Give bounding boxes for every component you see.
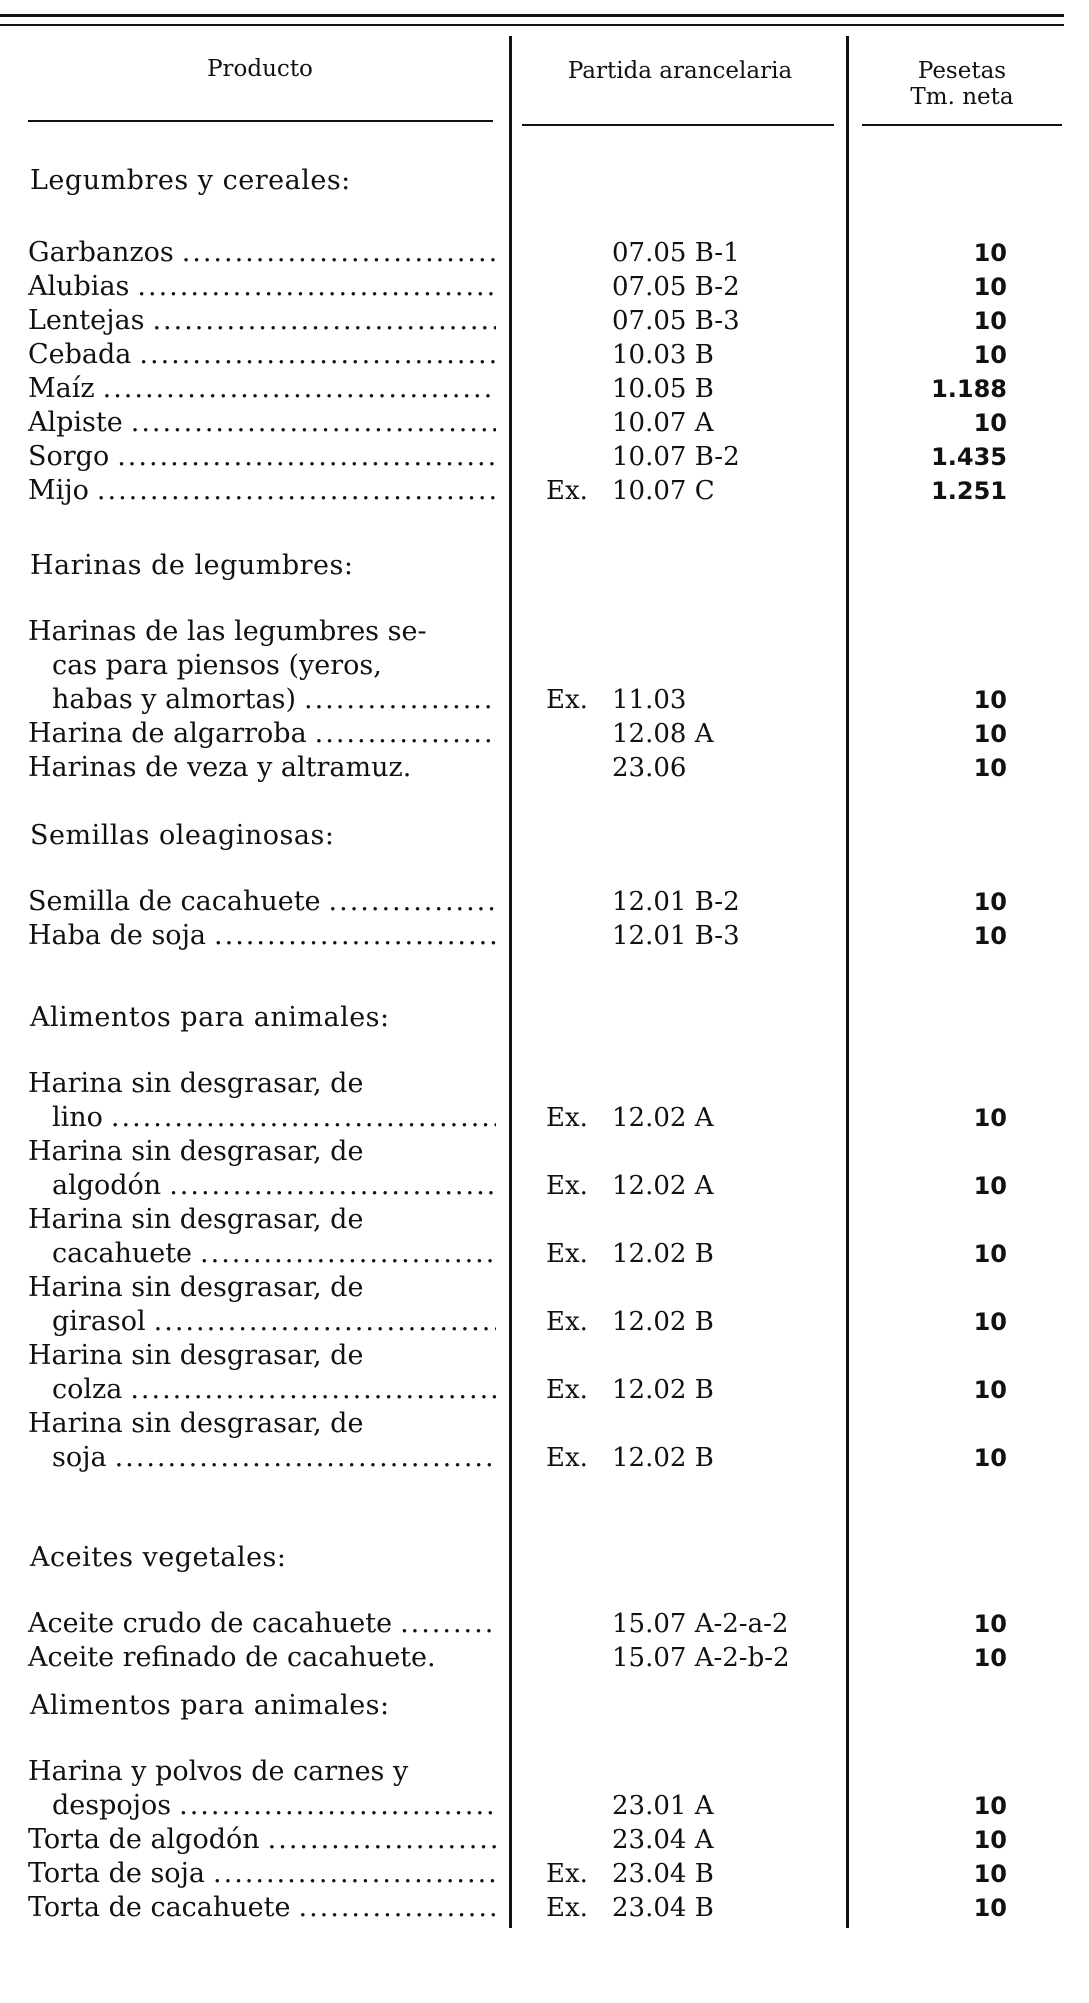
pesetas-value: 10 — [973, 1308, 1007, 1336]
product-cell — [52, 1102, 496, 1134]
product-name: despojos — [52, 1790, 172, 1821]
ex-prefix: Ex. — [546, 1239, 588, 1269]
dot-leader — [329, 886, 496, 918]
product-name: Alubias — [28, 271, 130, 302]
product-name: Maíz — [28, 373, 95, 404]
pesetas-value: 10 — [973, 1610, 1007, 1638]
table-row — [0, 305, 1089, 337]
pesetas-value: 10 — [973, 922, 1007, 950]
header-pesetas — [862, 58, 1062, 110]
product-cell — [28, 1892, 496, 1924]
product-cell — [52, 1790, 496, 1822]
pesetas-value: 10 — [973, 1644, 1007, 1672]
pesetas-value: 10 — [973, 1826, 1007, 1854]
tariff-code: 10.07 B-2 — [612, 442, 740, 472]
product-cell — [52, 1238, 496, 1270]
product-name: soja — [52, 1442, 107, 1473]
pesetas-value: 10 — [973, 1792, 1007, 1820]
product-name-line: Harina sin desgrasar, de — [28, 1204, 364, 1235]
tariff-code: 23.01 A — [612, 1791, 714, 1821]
tariff-code: 23.04 A — [612, 1825, 714, 1855]
product-cell — [52, 684, 496, 716]
product-name: Haba de soja — [28, 920, 207, 951]
dot-leader — [139, 339, 496, 371]
product-name: Semilla de cacahuete — [28, 886, 321, 917]
table-row — [0, 475, 1089, 507]
table-row — [0, 1824, 1089, 1856]
pesetas-value: 10 — [973, 409, 1007, 437]
table-row — [0, 407, 1089, 439]
pesetas-value: 10 — [973, 239, 1007, 267]
header-producto: Producto — [207, 56, 313, 82]
dot-leader — [213, 1858, 496, 1890]
product-name: Harinas de veza y altramuz. — [28, 752, 412, 783]
product-cell — [28, 718, 496, 750]
product-cell — [28, 271, 496, 303]
product-name: Lentejas — [28, 305, 145, 336]
ex-prefix: Ex. — [546, 1171, 588, 1201]
dot-leader — [130, 1374, 496, 1406]
ex-prefix: Ex. — [546, 1893, 588, 1923]
tariff-code: 07.05 B-1 — [612, 238, 740, 268]
dot-leader — [152, 305, 496, 337]
table-row — [0, 1442, 1089, 1474]
top-rule-thin — [0, 24, 1064, 26]
section-title: Legumbres y cereales: — [30, 165, 351, 196]
dot-leader — [115, 1442, 496, 1474]
tariff-code: 12.01 B-3 — [612, 921, 740, 951]
table-row — [0, 373, 1089, 405]
table-row — [0, 886, 1089, 918]
section-title: Aceites vegetales: — [30, 1542, 287, 1573]
product-cell — [28, 1642, 496, 1674]
table-row — [0, 1170, 1089, 1202]
pesetas-value: 10 — [973, 754, 1007, 782]
pesetas-value: 10 — [973, 273, 1007, 301]
tariff-code: 12.02 B — [612, 1443, 714, 1473]
table-row — [0, 752, 1089, 784]
product-name: cacahuete — [52, 1238, 193, 1269]
ex-prefix: Ex. — [546, 1375, 588, 1405]
tariff-code: 10.07 A — [612, 408, 714, 438]
product-cell — [52, 1306, 496, 1338]
tariff-code: 10.07 C — [612, 476, 715, 506]
dot-leader — [214, 920, 496, 952]
product-name-line: Harina y polvos de carnes y — [28, 1756, 409, 1787]
tariff-code: 12.02 B — [612, 1239, 714, 1269]
product-cell — [52, 1170, 496, 1202]
section-title: Semillas oleaginosas: — [30, 820, 335, 851]
table-row — [0, 1608, 1089, 1640]
product-cell — [28, 237, 496, 269]
product-name-line: Harina sin desgrasar, de — [28, 1136, 364, 1167]
pesetas-value: 10 — [973, 1240, 1007, 1268]
product-name: Garbanzos — [28, 237, 174, 268]
dot-leader — [103, 373, 496, 405]
header-partida: Partida arancelaria — [567, 58, 793, 84]
ex-prefix: Ex. — [546, 476, 588, 506]
tariff-code: 23.06 — [612, 753, 687, 783]
product-name: Aceite crudo de cacahuete — [28, 1608, 393, 1639]
dot-leader — [154, 1306, 496, 1338]
tariff-code: 07.05 B-3 — [612, 306, 740, 336]
product-name-line: Harina sin desgrasar, de — [28, 1408, 364, 1439]
product-cell — [28, 305, 496, 337]
pesetas-value: 10 — [973, 1376, 1007, 1404]
dot-leader — [97, 475, 496, 507]
tariff-code: 15.07 A-2-a-2 — [612, 1609, 789, 1639]
product-name: habas y almortas) — [52, 684, 296, 715]
header-rule-pesetas — [862, 124, 1062, 126]
table-row — [0, 441, 1089, 473]
tariff-code: 11.03 — [612, 685, 687, 715]
dot-leader — [131, 407, 496, 439]
header-pesetas-line1: Pesetas — [917, 58, 1007, 84]
header-rule-producto — [28, 120, 493, 122]
product-cell — [28, 373, 496, 405]
product-name: Torta de cacahuete — [28, 1892, 291, 1923]
dot-leader — [179, 1790, 496, 1822]
dot-leader — [268, 1824, 496, 1856]
dot-leader — [111, 1102, 496, 1134]
tariff-code: 15.07 A-2-b-2 — [612, 1643, 790, 1673]
section-title: Alimentos para animales: — [30, 1002, 390, 1033]
pesetas-value: 10 — [973, 888, 1007, 916]
dot-leader — [169, 1170, 496, 1202]
table-row — [0, 1102, 1089, 1134]
table-row — [0, 1790, 1089, 1822]
product-name: Alpiste — [28, 407, 123, 438]
header-rule-partida — [522, 124, 834, 126]
product-cell — [28, 886, 496, 918]
product-name-line: cas para piensos (yeros, — [52, 650, 382, 681]
dot-leader — [304, 684, 496, 716]
tariff-code: 10.05 B — [612, 374, 714, 404]
tariff-code: 12.08 A — [612, 719, 714, 749]
pesetas-value: 1.188 — [931, 375, 1007, 403]
section-title: Alimentos para animales: — [30, 1690, 390, 1721]
product-name: Torta de soja — [28, 1858, 206, 1889]
tariff-code: 23.04 B — [612, 1859, 714, 1889]
dot-leader — [182, 237, 496, 269]
dot-leader — [117, 441, 496, 473]
pesetas-value: 10 — [973, 1894, 1007, 1922]
table-row — [0, 684, 1089, 716]
product-name: colza — [52, 1374, 123, 1405]
pesetas-value: 10 — [973, 341, 1007, 369]
product-cell — [28, 441, 496, 473]
product-cell — [28, 475, 496, 507]
ex-prefix: Ex. — [546, 1307, 588, 1337]
table-row — [0, 1892, 1089, 1924]
product-name: algodón — [52, 1170, 162, 1201]
ex-prefix: Ex. — [546, 1443, 588, 1473]
table-row — [0, 1858, 1089, 1890]
tariff-code: 10.03 B — [612, 340, 714, 370]
pesetas-value: 1.435 — [931, 443, 1007, 471]
product-name: Cebada — [28, 339, 132, 370]
pesetas-value: 10 — [973, 1172, 1007, 1200]
product-cell — [28, 339, 496, 371]
tariff-code: 23.04 B — [612, 1893, 714, 1923]
table-row — [0, 1642, 1089, 1674]
dot-leader — [137, 271, 496, 303]
product-name: Harina de algarroba — [28, 718, 307, 749]
tariff-code: 12.02 A — [612, 1103, 714, 1133]
product-name: lino — [52, 1102, 103, 1133]
product-cell — [52, 1374, 496, 1406]
product-name-line: Harinas de las legumbres se- — [28, 616, 427, 647]
tariff-code: 12.02 A — [612, 1171, 714, 1201]
table-row — [0, 339, 1089, 371]
tariff-code: 12.02 B — [612, 1307, 714, 1337]
product-cell — [28, 1824, 496, 1856]
table-row — [0, 1238, 1089, 1270]
pesetas-value: 10 — [973, 1104, 1007, 1132]
table-row — [0, 1374, 1089, 1406]
pesetas-value: 10 — [973, 307, 1007, 335]
pesetas-value: 10 — [973, 720, 1007, 748]
product-name-line: Harina sin desgrasar, de — [28, 1068, 364, 1099]
top-rule-thick — [0, 14, 1064, 17]
section-title: Harinas de legumbres: — [30, 550, 354, 581]
dot-leader — [315, 718, 496, 750]
pesetas-value: 1.251 — [931, 477, 1007, 505]
pesetas-value: 10 — [973, 1860, 1007, 1888]
table-row — [0, 271, 1089, 303]
table-row — [0, 237, 1089, 269]
table-row — [0, 920, 1089, 952]
pesetas-value: 10 — [973, 1444, 1007, 1472]
ex-prefix: Ex. — [546, 1103, 588, 1133]
product-cell — [52, 1442, 496, 1474]
product-cell — [28, 1608, 496, 1640]
tariff-code: 07.05 B-2 — [612, 272, 740, 302]
product-name: Sorgo — [28, 441, 110, 472]
tariff-code: 12.02 B — [612, 1375, 714, 1405]
tariff-code: 12.01 B-2 — [612, 887, 740, 917]
table-row — [0, 718, 1089, 750]
product-cell — [28, 920, 496, 952]
product-cell — [28, 752, 496, 784]
product-name: Mijo — [28, 475, 89, 506]
table-row — [0, 1306, 1089, 1338]
ex-prefix: Ex. — [546, 685, 588, 715]
product-cell — [28, 1858, 496, 1890]
dot-leader — [400, 1608, 496, 1640]
product-name-line: Harina sin desgrasar, de — [28, 1340, 364, 1371]
product-name: girasol — [52, 1306, 146, 1337]
ex-prefix: Ex. — [546, 1859, 588, 1889]
pesetas-value: 10 — [973, 686, 1007, 714]
product-name: Aceite refinado de cacahuete. — [28, 1642, 436, 1673]
header-pesetas-line2: Tm. neta — [910, 84, 1014, 110]
product-cell — [28, 407, 496, 439]
product-name-line: Harina sin desgrasar, de — [28, 1272, 364, 1303]
dot-leader — [298, 1892, 496, 1924]
product-name: Torta de algodón — [28, 1824, 260, 1855]
dot-leader — [200, 1238, 496, 1270]
